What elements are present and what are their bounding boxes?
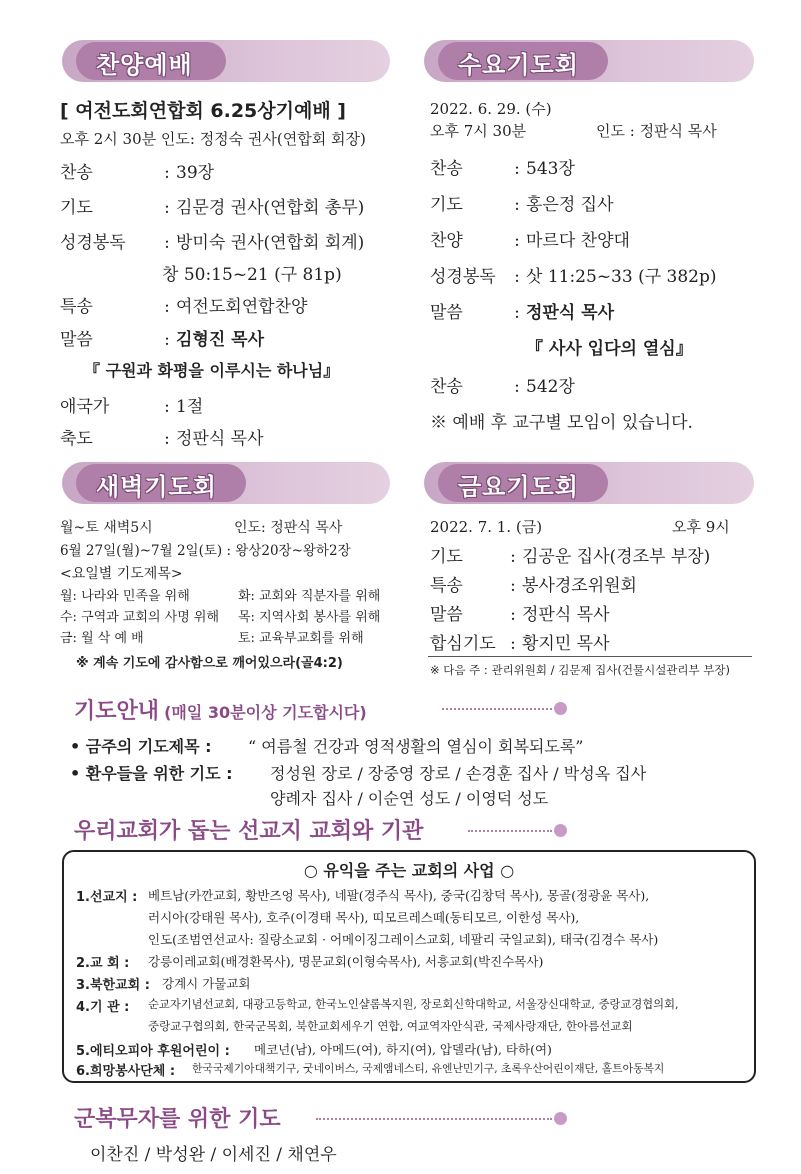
sunday-item: 특송 : 여전도회연합찬양 — [60, 297, 308, 317]
soldiers-title: 군복무자를 위한 기도 — [74, 1107, 281, 1132]
mission-line: 베트남(카깐교회, 황반즈엉 목사), 네팔(경주식 목사), 중국(김창덕 목사), 몽골(정광윤 목사), — [148, 888, 650, 903]
mission-row: 2.교 회 : — [76, 956, 130, 971]
mission-line: 메코넌(남), 아메드(여), 하지(여), 압델라(남), 타하(여) — [254, 1042, 552, 1057]
weekly-prayer-label: • 금주의 기도제목 : — [70, 737, 212, 756]
friday-date: 2022. 7. 1. (금) — [430, 518, 543, 536]
mission-line: 강릉이레교회(배경환목사), 명문교회(이형숙목사), 서흥교회(박진수목사) — [148, 954, 544, 969]
prayer-guide-title: 기도안내 — [74, 699, 160, 724]
dawn-header: 새벽기도회 — [96, 473, 217, 501]
friday-time: 오후 9시 — [672, 518, 730, 536]
dawn-daily-title: <요일별 기도제목> — [60, 566, 183, 582]
patients-prayer-label: • 환우들을 위한 기도 : — [70, 764, 233, 783]
wednesday-hymn: 찬송 : 542장 — [430, 377, 575, 397]
wednesday-date: 2022. 6. 29. (수) — [430, 100, 552, 118]
prayer-guide-dotted-rule — [442, 708, 552, 710]
dawn-daily-row: 화: 교회와 직분자를 위해 — [238, 589, 381, 604]
dawn-daily-row: 토: 교육부교회를 위해 — [238, 631, 364, 646]
wednesday-leader: 인도 : 정판식 목사 — [596, 122, 717, 140]
patients-line-2: 양례자 집사 / 이순연 성도 / 이영덕 성도 — [270, 789, 549, 808]
dawn-daily-row: 수: 구역과 교회의 사명 위해 — [60, 610, 220, 625]
sunday-title: [ 여전도회연합회 6.25상기예배 ] — [60, 100, 346, 122]
wednesday-item: 기도 : 홍은정 집사 — [430, 195, 614, 215]
friday-item: 특송 : 봉사경조위원회 — [430, 576, 637, 596]
friday-divider — [428, 656, 752, 657]
wednesday-item: 찬양 : 마르다 찬양대 — [430, 231, 630, 251]
patients-line-1: 정성원 장로 / 장중영 장로 / 손경훈 집사 / 박성옥 집사 — [270, 764, 647, 783]
sunday-sermon-title: 『 구원과 화평을 이루시는 하나님』 — [84, 361, 340, 380]
wednesday-item: 말씀 : 정판식 목사 — [430, 303, 615, 323]
wednesday-sermon-title: 『 사사 입다의 열심』 — [526, 339, 693, 359]
mission-row: 1.선교지 : — [76, 890, 138, 905]
dawn-time: 월~토 새벽5시 — [60, 520, 153, 536]
dawn-daily-row: 월: 나라와 민족을 위해 — [60, 589, 190, 604]
sunday-header-bar — [62, 40, 390, 82]
missions-bullet-dot — [554, 824, 567, 837]
missions-dotted-rule — [468, 830, 552, 832]
friday-next-week: ※ 다음 주 : 관리위원회 / 김문제 집사(건물시설관리부 부장) — [430, 663, 730, 677]
sunday-item: 축도 : 정판식 목사 — [60, 429, 264, 449]
prayer-guide-heading — [74, 694, 367, 725]
dawn-header-bar — [62, 462, 390, 504]
soldiers-dotted-rule — [316, 1118, 552, 1120]
wednesday-time: 오후 7시 30분 — [430, 122, 527, 140]
missions-heading — [74, 814, 423, 845]
mission-row: 5.에티오피아 후원어린이 : — [76, 1044, 230, 1059]
friday-item: 합심기도 : 황지민 목사 — [430, 634, 610, 654]
mission-line: 한국국제기아대책기구, 굿네이버스, 국제앰네스티, 유엔난민기구, 초록우산어린이재단, 홀트아동복지 — [192, 1062, 665, 1075]
missions-box — [62, 850, 756, 1083]
prayer-guide-bullet-dot — [554, 702, 567, 715]
sunday-header: 찬양예배 — [96, 51, 193, 79]
dawn-reading: 6월 27일(월)~7월 2일(토) : 왕상20장~왕하2장 — [60, 543, 351, 559]
sunday-item: 말씀 : 김형진 목사 — [60, 330, 265, 350]
mission-line: 인도(조범연선교사: 질랑소교회 · 어메이징그레이스교회, 네팔리 국일교회), 태국(김경수 목사) — [148, 932, 659, 947]
sunday-item: 애국가 : 1절 — [60, 397, 204, 417]
sunday-info: 오후 2시 30분 인도: 정정숙 권사(연합회 회장) — [60, 130, 366, 148]
mission-row: 6.희망봉사단체 : — [76, 1064, 176, 1079]
sunday-item: 기도 : 김문경 권사(연합회 총무) — [60, 198, 365, 218]
mission-line: 러시아(강태원 목사), 호주(이경태 목사), 띠모르레스떼(동티모르, 이한성 목사), — [148, 910, 580, 925]
mission-line: 중랑교구협의회, 한국군목회, 북한교회세우기 연합, 여교역자안식관, 국제사랑재단, 한아름선교회 — [148, 1019, 633, 1033]
prayer-guide-subtitle: (매일 30분이상 기도합시다) — [164, 703, 367, 722]
wednesday-header-bar — [424, 40, 754, 82]
dawn-verse: ※ 계속 기도에 감사함으로 깨어있으라(골4:2) — [76, 656, 343, 671]
dawn-daily-row: 목: 지역사회 봉사를 위해 — [238, 610, 381, 625]
soldiers-bullet-dot — [554, 1112, 567, 1125]
friday-header: 금요기도회 — [458, 473, 579, 501]
sunday-item: 성경봉독 : 방미숙 권사(연합회 회계) — [60, 233, 365, 253]
soldiers-heading — [74, 1102, 281, 1133]
sunday-scripture: 창 50:15~21 (구 81p) — [162, 265, 342, 285]
wednesday-header: 수요기도회 — [458, 51, 579, 79]
soldiers-names: 이찬진 / 박성완 / 이세진 / 채연우 — [90, 1145, 337, 1165]
wednesday-item: 성경봉독 : 삿 11:25~33 (구 382p) — [430, 267, 717, 287]
friday-item: 기도 : 김공운 집사(경조부 부장) — [430, 547, 711, 567]
missions-title: 우리교회가 돕는 선교지 교회와 기관 — [74, 819, 424, 844]
mission-row: 4.기 관 : — [76, 1000, 130, 1015]
wednesday-item: 찬송 : 543장 — [430, 159, 575, 179]
mission-row: 3.북한교회 : — [76, 978, 150, 993]
wednesday-note: ※ 예배 후 교구별 모임이 있습니다. — [430, 413, 693, 433]
friday-header-bar — [424, 462, 754, 504]
mission-line: 순교자기념선교회, 대광고등학교, 한국노인샬롬복지원, 장로회신학대학교, 서울장신대학교, 중랑교경협의회, — [148, 998, 679, 1011]
dawn-leader: 인도: 정판식 목사 — [234, 520, 343, 536]
sunday-item: 찬송 : 39장 — [60, 163, 215, 183]
mission-line: 강계시 가물교회 — [162, 976, 251, 991]
dawn-daily-row: 금: 월 삭 예 배 — [60, 631, 144, 646]
weekly-prayer-text: “ 여름철 건강과 영적생활의 열심이 회복되도록” — [248, 737, 584, 756]
missions-box-title: ○ 유익을 주는 교회의 사업 ○ — [303, 861, 515, 880]
friday-item: 말씀 : 정판식 목사 — [430, 605, 610, 625]
